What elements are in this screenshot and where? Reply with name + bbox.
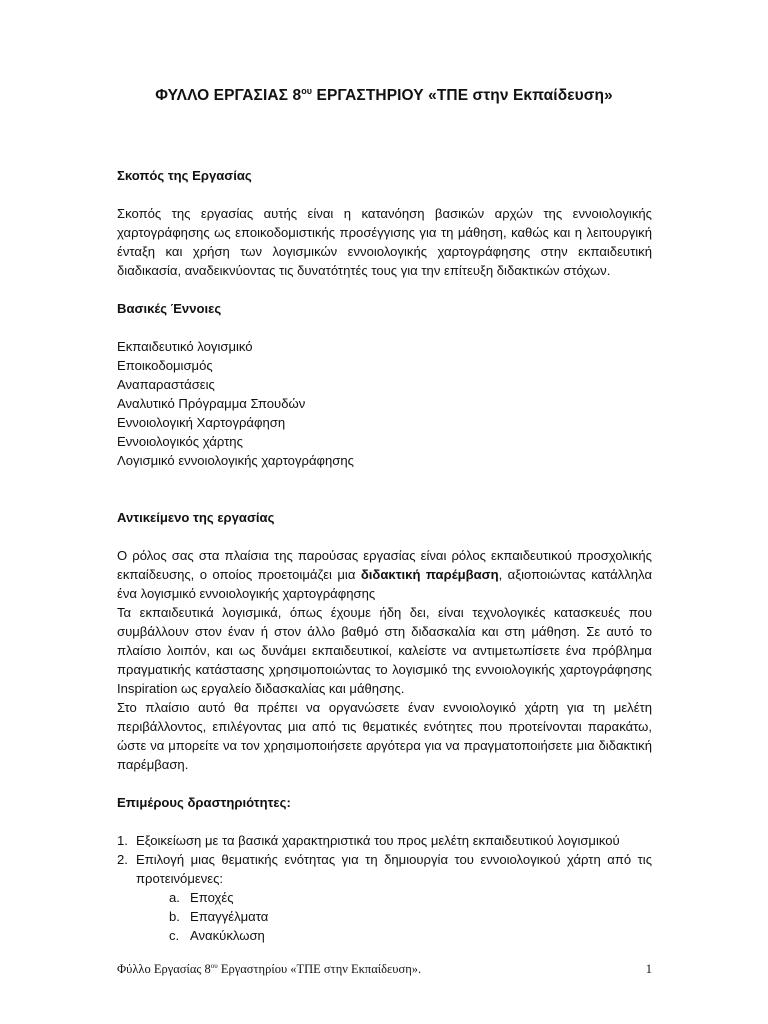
topic-item [169, 907, 652, 926]
concepts-list [117, 337, 652, 470]
title-superscript: ου [301, 86, 313, 96]
object-paragraph-3: Στο πλαίσιο αυτό θα πρέπει να οργανώσετε έναν εννοιολογικό χάρτη για τη μελέτη περιβάλλοντος, επιλέγοντας μια από τις θεματικές ενότητες που προτείνονται παρακάτω, ώστε να μπορείτε να τον χρησιμοποιήσετε αργότερα για να πραγματοποιήσετε μια διδακτική παρέμβαση. [117, 700, 652, 772]
object-p1-bold: διδακτική παρέμβαση [360, 567, 499, 582]
activity-number: 1. [117, 833, 128, 848]
concept-item: Εννοιολογικός χάρτης [117, 434, 243, 449]
activity-text: Εξοικείωση με τα βασικά χαρακτηριστικά του προς μελέτη εκπαιδευτικού λογισμικού [136, 833, 620, 848]
topic-letter: b. [169, 909, 180, 924]
topic-letter: c. [169, 928, 180, 943]
object-paragraph-2: Τα εκπαιδευτικά λογισμικά, όπως έχουμε ήδη δει, είναι τεχνολογικές κατασκευές που συμβάλλουν στον έναν ή στον άλλο βαθμό στη διδασκαλία και στη μάθηση. Σε αυτό το πλαίσιο λοιπόν, και ως δυνάμει εκπαιδευτικοί, καλείστε να αντιμετωπίσετε ένα πρόβλημα πραγματικής κατάστασης χρησιμοποιώντας το λογισμικό της εννοιολογικής χαρτογράφησης Inspiration ως εργαλείο διδασκαλίας και μάθησης. [117, 605, 652, 696]
footer-superscript: ου [210, 962, 218, 970]
object-p1-text: Ο ρόλος σας στα πλαίσια της παρούσας εργασίας είναι ρόλος εκπαιδευτικού προσχολικής εκπαίδευσης, ο οποίος προετοιμάζει μια [117, 548, 652, 582]
page-footer [117, 962, 652, 977]
title-prefix: ΦΥΛΛΟ ΕΡΓΑΣΙΑΣ 8 [155, 87, 302, 104]
activity-text: Επιλογή μιας θεματικής ενότητας για τη δημιουργία του εννοιολογικού χάρτη από τις προτεινόμενες: [136, 852, 652, 886]
document-body [117, 166, 652, 945]
topic-item [169, 888, 652, 907]
concept-item: Εποικοδομισμός [117, 358, 213, 373]
object-p1-text-end: , αξιοποιώντας κατάλληλα ένα λογισμικό εννοιολογικής χαρτογράφησης [117, 567, 653, 601]
activities-list [117, 831, 652, 945]
purpose-text: Σκοπός της εργασίας αυτής είναι η κατανόηση βασικών αρχών της εννοιολογικής χαρτογράφησης ως εποικοδομιστικής προσέγγισης για τη μάθηση, καθώς και η λειτουργική ένταξη και χρήση των λογισμικών εννοιολογικής χαρτογράφησης στην εκπαιδευτική διαδικασία, αναδεικνύοντας τις δυνατότητές τους για την επίτευξη διδακτικών στόχων. [117, 206, 652, 278]
concepts-heading: Βασικές Έννοιες [117, 301, 222, 316]
activity-item [117, 831, 652, 850]
topics-sublist [136, 888, 652, 945]
activity-item [117, 850, 652, 945]
topic-text: Επαγγέλματα [190, 909, 269, 924]
topic-item [169, 926, 652, 945]
footer-prefix: Φύλλο Εργασίας 8 [117, 962, 211, 976]
activities-heading: Επιμέρους δραστηριότητες: [117, 795, 291, 810]
concept-item: Λογισμικό εννοιολογικής χαρτογράφησης [117, 453, 354, 468]
concept-item: Εννοιολογική Χαρτογράφηση [117, 415, 286, 430]
object-paragraph-1 [117, 546, 652, 603]
topic-letter: a. [169, 890, 180, 905]
concept-item: Αναλυτικό Πρόγραμμα Σπουδών [117, 396, 306, 411]
page-number: 1 [645, 962, 652, 976]
topic-text: Εποχές [190, 890, 234, 905]
footer-suffix: Εργαστηρίου «ΤΠΕ στην Εκπαίδευση». [217, 962, 422, 976]
object-heading: Αντικείμενο της εργασίας [117, 510, 275, 525]
concept-item: Εκπαιδευτικό λογισμικό [117, 339, 253, 354]
topic-text: Ανακύκλωση [190, 928, 265, 943]
purpose-heading: Σκοπός της Εργασίας [117, 168, 252, 183]
page-title [0, 86, 768, 105]
concept-item: Αναπαραστάσεις [117, 377, 215, 392]
activity-number: 2. [117, 852, 128, 867]
title-suffix: ΕΡΓΑΣΤΗΡΙΟΥ «ΤΠΕ στην Εκπαίδευση» [312, 87, 613, 104]
